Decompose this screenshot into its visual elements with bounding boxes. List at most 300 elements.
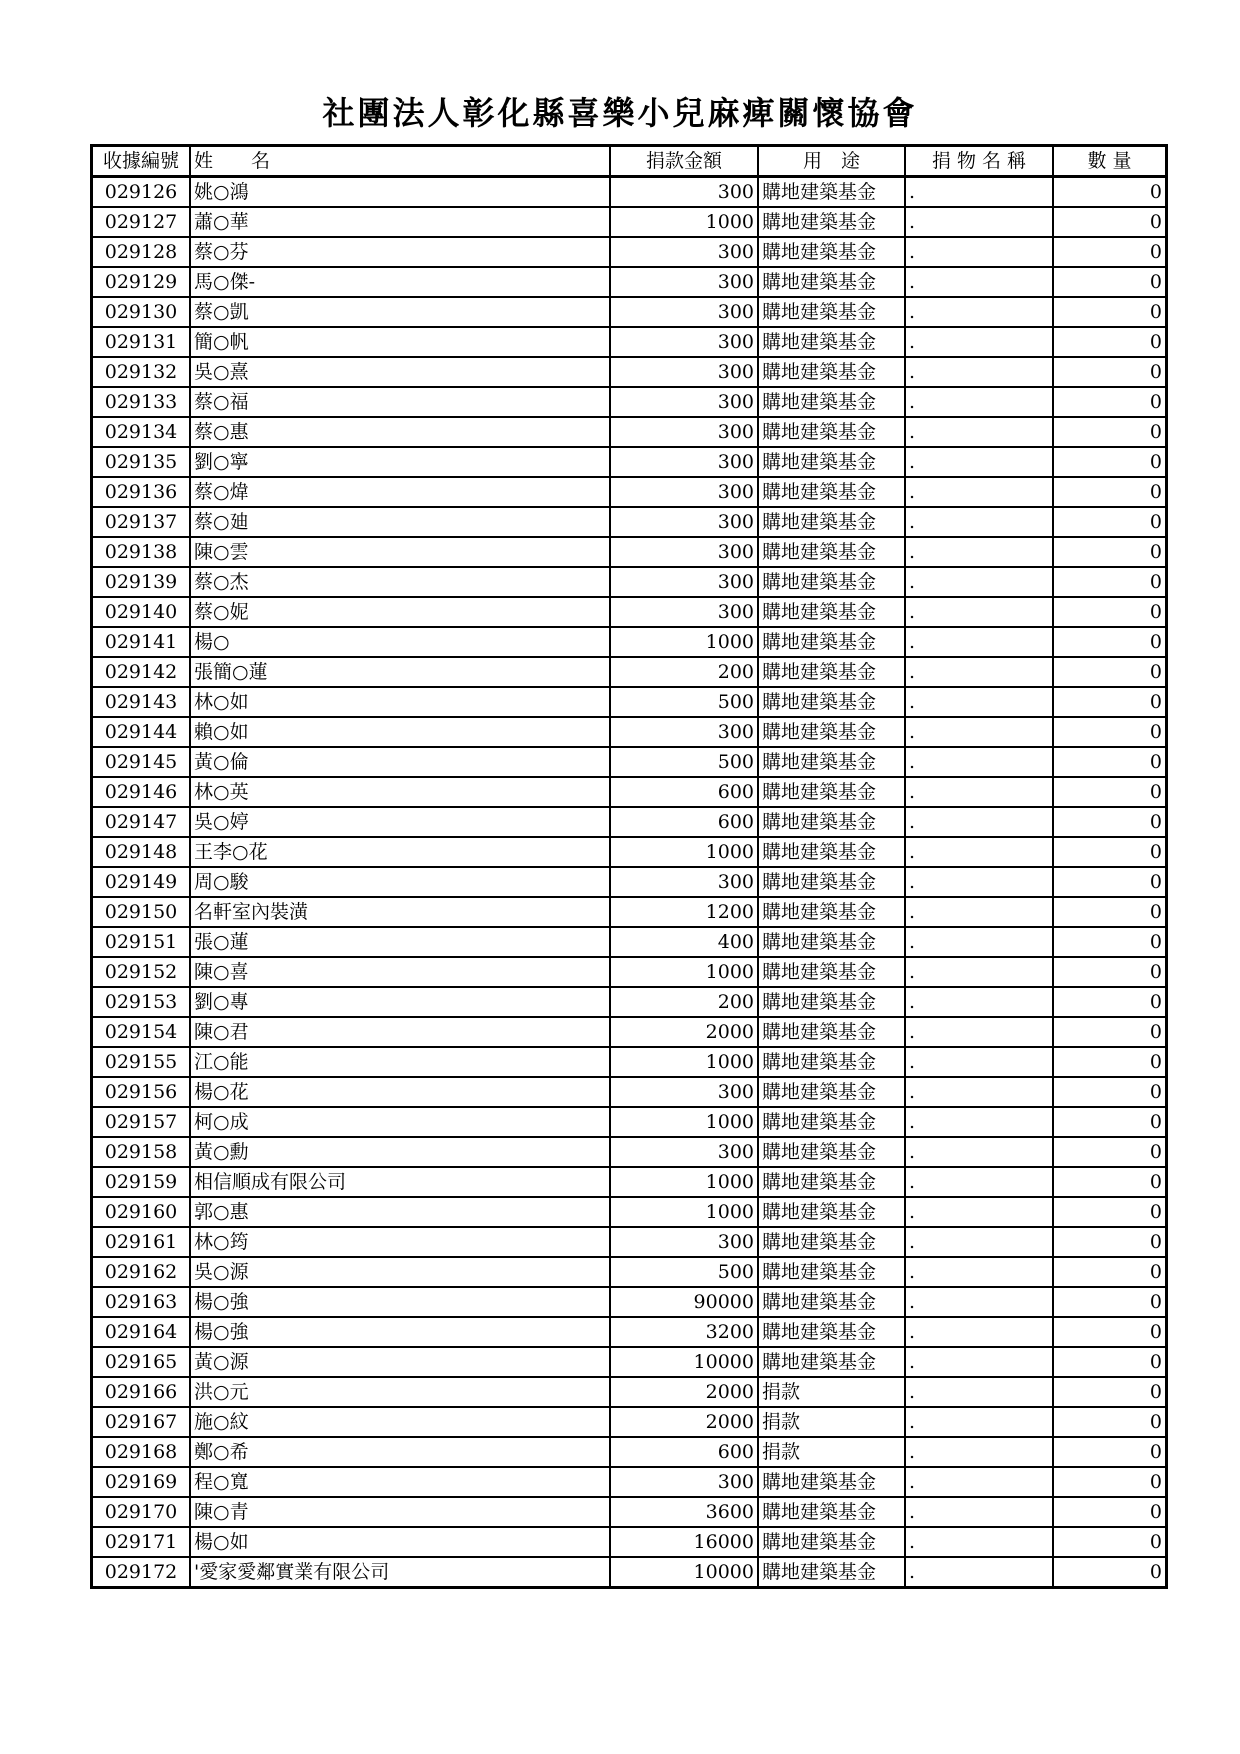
cell-purpose: 購地建築基金 bbox=[758, 1227, 905, 1257]
table-row bbox=[92, 1287, 1167, 1317]
cell-donor-name: 楊○強 bbox=[190, 1287, 610, 1317]
header-receipt-number: 收據編號 bbox=[92, 146, 191, 177]
cell-receipt-number: 029139 bbox=[92, 567, 191, 597]
cell-donor-name: 劉○專 bbox=[190, 987, 610, 1017]
donation-table bbox=[90, 144, 1168, 1589]
cell-receipt-number: 029140 bbox=[92, 597, 191, 627]
cell-receipt-number: 029167 bbox=[92, 1407, 191, 1437]
cell-item-name: . bbox=[905, 1257, 1053, 1287]
cell-donor-name: 楊○花 bbox=[190, 1077, 610, 1107]
table-row bbox=[92, 177, 1167, 208]
cell-donor-name: 蔡○廸 bbox=[190, 507, 610, 537]
cell-amount: 2000 bbox=[610, 1377, 758, 1407]
cell-donor-name: 黃○勳 bbox=[190, 1137, 610, 1167]
cell-donor-name: 相信順成有限公司 bbox=[190, 1167, 610, 1197]
table-row bbox=[92, 807, 1167, 837]
cell-item-name: . bbox=[905, 327, 1053, 357]
cell-purpose: 購地建築基金 bbox=[758, 657, 905, 687]
table-row bbox=[92, 627, 1167, 657]
cell-purpose: 購地建築基金 bbox=[758, 687, 905, 717]
cell-receipt-number: 029130 bbox=[92, 297, 191, 327]
table-row bbox=[92, 1107, 1167, 1137]
cell-quantity: 0 bbox=[1053, 327, 1167, 357]
cell-donor-name: 張○蓮 bbox=[190, 927, 610, 957]
header-item-name: 捐 物 名 稱 bbox=[905, 146, 1053, 177]
cell-quantity: 0 bbox=[1053, 1407, 1167, 1437]
cell-receipt-number: 029164 bbox=[92, 1317, 191, 1347]
cell-item-name: . bbox=[905, 1377, 1053, 1407]
cell-donor-name: 周○駿 bbox=[190, 867, 610, 897]
cell-quantity: 0 bbox=[1053, 867, 1167, 897]
cell-donor-name: 劉○寧 bbox=[190, 447, 610, 477]
table-row bbox=[92, 927, 1167, 957]
cell-purpose: 購地建築基金 bbox=[758, 267, 905, 297]
cell-quantity: 0 bbox=[1053, 357, 1167, 387]
cell-item-name: . bbox=[905, 807, 1053, 837]
cell-donor-name: 楊○如 bbox=[190, 1527, 610, 1557]
table-row bbox=[92, 897, 1167, 927]
cell-amount: 1000 bbox=[610, 627, 758, 657]
cell-amount: 300 bbox=[610, 567, 758, 597]
cell-donor-name: 王李○花 bbox=[190, 837, 610, 867]
cell-amount: 300 bbox=[610, 237, 758, 267]
cell-item-name: . bbox=[905, 537, 1053, 567]
cell-amount: 90000 bbox=[610, 1287, 758, 1317]
cell-receipt-number: 029144 bbox=[92, 717, 191, 747]
table-row bbox=[92, 657, 1167, 687]
cell-purpose: 購地建築基金 bbox=[758, 1557, 905, 1588]
cell-amount: 500 bbox=[610, 1257, 758, 1287]
table-row bbox=[92, 447, 1167, 477]
cell-quantity: 0 bbox=[1053, 747, 1167, 777]
table-row bbox=[92, 507, 1167, 537]
cell-item-name: . bbox=[905, 267, 1053, 297]
cell-amount: 600 bbox=[610, 1437, 758, 1467]
table-row bbox=[92, 1437, 1167, 1467]
cell-quantity: 0 bbox=[1053, 1437, 1167, 1467]
cell-purpose: 購地建築基金 bbox=[758, 1527, 905, 1557]
cell-item-name: . bbox=[905, 1197, 1053, 1227]
cell-receipt-number: 029160 bbox=[92, 1197, 191, 1227]
cell-receipt-number: 029143 bbox=[92, 687, 191, 717]
cell-receipt-number: 029149 bbox=[92, 867, 191, 897]
cell-quantity: 0 bbox=[1053, 1257, 1167, 1287]
cell-donor-name: 郭○惠 bbox=[190, 1197, 610, 1227]
cell-quantity: 0 bbox=[1053, 1377, 1167, 1407]
cell-purpose: 購地建築基金 bbox=[758, 417, 905, 447]
cell-donor-name: 林○英 bbox=[190, 777, 610, 807]
cell-item-name: . bbox=[905, 207, 1053, 237]
table-row bbox=[92, 267, 1167, 297]
table-row bbox=[92, 417, 1167, 447]
cell-receipt-number: 029159 bbox=[92, 1167, 191, 1197]
cell-quantity: 0 bbox=[1053, 627, 1167, 657]
cell-purpose: 購地建築基金 bbox=[758, 177, 905, 208]
cell-purpose: 購地建築基金 bbox=[758, 387, 905, 417]
cell-amount: 300 bbox=[610, 387, 758, 417]
cell-quantity: 0 bbox=[1053, 1347, 1167, 1377]
cell-quantity: 0 bbox=[1053, 657, 1167, 687]
cell-purpose: 購地建築基金 bbox=[758, 1077, 905, 1107]
table-row bbox=[92, 477, 1167, 507]
cell-item-name: . bbox=[905, 297, 1053, 327]
cell-donor-name: 吳○熹 bbox=[190, 357, 610, 387]
table-row bbox=[92, 1227, 1167, 1257]
cell-purpose: 購地建築基金 bbox=[758, 1257, 905, 1287]
cell-amount: 300 bbox=[610, 597, 758, 627]
cell-quantity: 0 bbox=[1053, 1137, 1167, 1167]
cell-amount: 300 bbox=[610, 417, 758, 447]
cell-purpose: 購地建築基金 bbox=[758, 1317, 905, 1347]
table-row bbox=[92, 357, 1167, 387]
cell-item-name: . bbox=[905, 507, 1053, 537]
cell-purpose: 購地建築基金 bbox=[758, 717, 905, 747]
cell-quantity: 0 bbox=[1053, 507, 1167, 537]
cell-donor-name: 林○如 bbox=[190, 687, 610, 717]
cell-item-name: . bbox=[905, 687, 1053, 717]
cell-amount: 1200 bbox=[610, 897, 758, 927]
cell-purpose: 購地建築基金 bbox=[758, 807, 905, 837]
cell-receipt-number: 029145 bbox=[92, 747, 191, 777]
cell-donor-name: 張簡○蓮 bbox=[190, 657, 610, 687]
cell-quantity: 0 bbox=[1053, 717, 1167, 747]
cell-quantity: 0 bbox=[1053, 267, 1167, 297]
cell-amount: 1000 bbox=[610, 837, 758, 867]
cell-donor-name: 施○紋 bbox=[190, 1407, 610, 1437]
cell-donor-name: 賴○如 bbox=[190, 717, 610, 747]
header-amount: 捐款金額 bbox=[610, 146, 758, 177]
table-row bbox=[92, 1197, 1167, 1227]
cell-quantity: 0 bbox=[1053, 207, 1167, 237]
cell-donor-name: 洪○元 bbox=[190, 1377, 610, 1407]
cell-donor-name: 蔡○芬 bbox=[190, 237, 610, 267]
table-row bbox=[92, 1017, 1167, 1047]
cell-receipt-number: 029157 bbox=[92, 1107, 191, 1137]
table-row bbox=[92, 297, 1167, 327]
cell-item-name: . bbox=[905, 1317, 1053, 1347]
cell-purpose: 捐款 bbox=[758, 1437, 905, 1467]
cell-quantity: 0 bbox=[1053, 1497, 1167, 1527]
cell-quantity: 0 bbox=[1053, 597, 1167, 627]
cell-donor-name: 鄭○希 bbox=[190, 1437, 610, 1467]
cell-quantity: 0 bbox=[1053, 537, 1167, 567]
cell-receipt-number: 029158 bbox=[92, 1137, 191, 1167]
cell-quantity: 0 bbox=[1053, 387, 1167, 417]
table-row bbox=[92, 717, 1167, 747]
cell-amount: 200 bbox=[610, 657, 758, 687]
cell-quantity: 0 bbox=[1053, 1047, 1167, 1077]
cell-donor-name: 簡○帆 bbox=[190, 327, 610, 357]
cell-amount: 300 bbox=[610, 1467, 758, 1497]
cell-receipt-number: 029142 bbox=[92, 657, 191, 687]
table-row bbox=[92, 957, 1167, 987]
cell-amount: 3200 bbox=[610, 1317, 758, 1347]
cell-item-name: . bbox=[905, 717, 1053, 747]
header-purpose: 用 途 bbox=[758, 146, 905, 177]
cell-amount: 300 bbox=[610, 267, 758, 297]
cell-purpose: 購地建築基金 bbox=[758, 1017, 905, 1047]
cell-item-name: . bbox=[905, 987, 1053, 1017]
cell-purpose: 購地建築基金 bbox=[758, 1197, 905, 1227]
cell-amount: 10000 bbox=[610, 1347, 758, 1377]
cell-item-name: . bbox=[905, 1227, 1053, 1257]
cell-quantity: 0 bbox=[1053, 897, 1167, 927]
cell-donor-name: 江○能 bbox=[190, 1047, 610, 1077]
cell-amount: 16000 bbox=[610, 1527, 758, 1557]
cell-item-name: . bbox=[905, 867, 1053, 897]
cell-quantity: 0 bbox=[1053, 1167, 1167, 1197]
cell-purpose: 購地建築基金 bbox=[758, 327, 905, 357]
cell-purpose: 購地建築基金 bbox=[758, 627, 905, 657]
cell-purpose: 購地建築基金 bbox=[758, 1047, 905, 1077]
cell-donor-name: 吳○婷 bbox=[190, 807, 610, 837]
cell-item-name: . bbox=[905, 1017, 1053, 1047]
cell-item-name: . bbox=[905, 237, 1053, 267]
cell-amount: 600 bbox=[610, 777, 758, 807]
cell-receipt-number: 029138 bbox=[92, 537, 191, 567]
table-row bbox=[92, 1347, 1167, 1377]
cell-item-name: . bbox=[905, 357, 1053, 387]
table-row bbox=[92, 867, 1167, 897]
table-row bbox=[92, 1137, 1167, 1167]
cell-receipt-number: 029141 bbox=[92, 627, 191, 657]
cell-amount: 3600 bbox=[610, 1497, 758, 1527]
cell-item-name: . bbox=[905, 477, 1053, 507]
cell-amount: 1000 bbox=[610, 1047, 758, 1077]
cell-purpose: 購地建築基金 bbox=[758, 777, 905, 807]
cell-quantity: 0 bbox=[1053, 1227, 1167, 1257]
cell-item-name: . bbox=[905, 597, 1053, 627]
cell-receipt-number: 029169 bbox=[92, 1467, 191, 1497]
cell-item-name: . bbox=[905, 1407, 1053, 1437]
cell-item-name: . bbox=[905, 1287, 1053, 1317]
cell-receipt-number: 029172 bbox=[92, 1557, 191, 1588]
cell-donor-name: 楊○ bbox=[190, 627, 610, 657]
cell-receipt-number: 029170 bbox=[92, 1497, 191, 1527]
cell-receipt-number: 029171 bbox=[92, 1527, 191, 1557]
cell-quantity: 0 bbox=[1053, 957, 1167, 987]
cell-receipt-number: 029168 bbox=[92, 1437, 191, 1467]
cell-quantity: 0 bbox=[1053, 1077, 1167, 1107]
table-row bbox=[92, 567, 1167, 597]
cell-donor-name: 林○筠 bbox=[190, 1227, 610, 1257]
cell-amount: 500 bbox=[610, 687, 758, 717]
cell-donor-name: 柯○成 bbox=[190, 1107, 610, 1137]
cell-purpose: 購地建築基金 bbox=[758, 567, 905, 597]
cell-purpose: 購地建築基金 bbox=[758, 927, 905, 957]
cell-receipt-number: 029128 bbox=[92, 237, 191, 267]
table-row bbox=[92, 1047, 1167, 1077]
table-row bbox=[92, 777, 1167, 807]
cell-amount: 300 bbox=[610, 327, 758, 357]
cell-purpose: 購地建築基金 bbox=[758, 237, 905, 267]
cell-quantity: 0 bbox=[1053, 1527, 1167, 1557]
cell-receipt-number: 029151 bbox=[92, 927, 191, 957]
cell-quantity: 0 bbox=[1053, 237, 1167, 267]
cell-purpose: 購地建築基金 bbox=[758, 897, 905, 927]
cell-amount: 1000 bbox=[610, 207, 758, 237]
cell-item-name: . bbox=[905, 177, 1053, 208]
table-row bbox=[92, 1167, 1167, 1197]
table-row bbox=[92, 1257, 1167, 1287]
cell-purpose: 購地建築基金 bbox=[758, 1287, 905, 1317]
cell-quantity: 0 bbox=[1053, 477, 1167, 507]
cell-amount: 300 bbox=[610, 1137, 758, 1167]
table-row bbox=[92, 327, 1167, 357]
cell-amount: 1000 bbox=[610, 1107, 758, 1137]
cell-quantity: 0 bbox=[1053, 1317, 1167, 1347]
cell-purpose: 購地建築基金 bbox=[758, 507, 905, 537]
table-row bbox=[92, 747, 1167, 777]
cell-receipt-number: 029150 bbox=[92, 897, 191, 927]
cell-receipt-number: 029137 bbox=[92, 507, 191, 537]
cell-amount: 200 bbox=[610, 987, 758, 1017]
cell-receipt-number: 029147 bbox=[92, 807, 191, 837]
table-row bbox=[92, 1317, 1167, 1347]
cell-amount: 300 bbox=[610, 447, 758, 477]
cell-item-name: . bbox=[905, 417, 1053, 447]
cell-quantity: 0 bbox=[1053, 1557, 1167, 1588]
cell-amount: 1000 bbox=[610, 1197, 758, 1227]
cell-purpose: 購地建築基金 bbox=[758, 297, 905, 327]
cell-purpose: 購地建築基金 bbox=[758, 747, 905, 777]
table-row bbox=[92, 207, 1167, 237]
table-row bbox=[92, 1077, 1167, 1107]
cell-item-name: . bbox=[905, 1437, 1053, 1467]
cell-donor-name: 蔡○惠 bbox=[190, 417, 610, 447]
cell-purpose: 購地建築基金 bbox=[758, 1467, 905, 1497]
cell-receipt-number: 029135 bbox=[92, 447, 191, 477]
cell-donor-name: 蔡○凱 bbox=[190, 297, 610, 327]
table-row bbox=[92, 1527, 1167, 1557]
table-row bbox=[92, 687, 1167, 717]
cell-receipt-number: 029153 bbox=[92, 987, 191, 1017]
cell-receipt-number: 029133 bbox=[92, 387, 191, 417]
cell-receipt-number: 029132 bbox=[92, 357, 191, 387]
cell-item-name: . bbox=[905, 777, 1053, 807]
cell-purpose: 購地建築基金 bbox=[758, 1167, 905, 1197]
table-row bbox=[92, 1377, 1167, 1407]
cell-receipt-number: 029131 bbox=[92, 327, 191, 357]
cell-quantity: 0 bbox=[1053, 1107, 1167, 1137]
cell-purpose: 購地建築基金 bbox=[758, 447, 905, 477]
cell-receipt-number: 029163 bbox=[92, 1287, 191, 1317]
cell-amount: 600 bbox=[610, 807, 758, 837]
cell-quantity: 0 bbox=[1053, 777, 1167, 807]
cell-donor-name: 陳○喜 bbox=[190, 957, 610, 987]
cell-quantity: 0 bbox=[1053, 297, 1167, 327]
cell-receipt-number: 029162 bbox=[92, 1257, 191, 1287]
cell-donor-name: 楊○強 bbox=[190, 1317, 610, 1347]
cell-quantity: 0 bbox=[1053, 567, 1167, 597]
cell-donor-name: 程○寬 bbox=[190, 1467, 610, 1497]
cell-quantity: 0 bbox=[1053, 687, 1167, 717]
cell-receipt-number: 029152 bbox=[92, 957, 191, 987]
cell-amount: 2000 bbox=[610, 1017, 758, 1047]
table-header-row bbox=[92, 146, 1167, 177]
cell-purpose: 捐款 bbox=[758, 1407, 905, 1437]
cell-quantity: 0 bbox=[1053, 927, 1167, 957]
cell-receipt-number: 029154 bbox=[92, 1017, 191, 1047]
cell-item-name: . bbox=[905, 1137, 1053, 1167]
cell-donor-name: 黃○源 bbox=[190, 1347, 610, 1377]
cell-donor-name: 蔡○煒 bbox=[190, 477, 610, 507]
cell-purpose: 購地建築基金 bbox=[758, 207, 905, 237]
cell-donor-name: 蔡○妮 bbox=[190, 597, 610, 627]
cell-quantity: 0 bbox=[1053, 837, 1167, 867]
cell-receipt-number: 029155 bbox=[92, 1047, 191, 1077]
cell-amount: 300 bbox=[610, 477, 758, 507]
cell-donor-name: 黃○倫 bbox=[190, 747, 610, 777]
cell-item-name: . bbox=[905, 1557, 1053, 1588]
cell-quantity: 0 bbox=[1053, 1287, 1167, 1317]
cell-purpose: 購地建築基金 bbox=[758, 357, 905, 387]
cell-quantity: 0 bbox=[1053, 1197, 1167, 1227]
cell-item-name: . bbox=[905, 1497, 1053, 1527]
table-row bbox=[92, 1497, 1167, 1527]
cell-item-name: . bbox=[905, 1467, 1053, 1497]
cell-item-name: . bbox=[905, 1347, 1053, 1377]
cell-purpose: 購地建築基金 bbox=[758, 597, 905, 627]
cell-donor-name: '愛家愛鄰實業有限公司 bbox=[190, 1557, 610, 1588]
cell-quantity: 0 bbox=[1053, 807, 1167, 837]
cell-amount: 300 bbox=[610, 507, 758, 537]
cell-item-name: . bbox=[905, 927, 1053, 957]
page-title: 社團法人彰化縣喜樂小兒麻痺關懷協會 bbox=[322, 94, 918, 132]
cell-amount: 1000 bbox=[610, 1167, 758, 1197]
cell-donor-name: 馬○傑- bbox=[190, 267, 610, 297]
cell-receipt-number: 029129 bbox=[92, 267, 191, 297]
cell-receipt-number: 029156 bbox=[92, 1077, 191, 1107]
cell-donor-name: 蕭○華 bbox=[190, 207, 610, 237]
cell-purpose: 購地建築基金 bbox=[758, 837, 905, 867]
cell-purpose: 購地建築基金 bbox=[758, 957, 905, 987]
cell-purpose: 捐款 bbox=[758, 1377, 905, 1407]
cell-donor-name: 蔡○福 bbox=[190, 387, 610, 417]
header-name: 姓 名 bbox=[190, 146, 610, 177]
table-body bbox=[92, 177, 1167, 1588]
header-quantity: 數 量 bbox=[1053, 146, 1167, 177]
cell-amount: 300 bbox=[610, 357, 758, 387]
cell-quantity: 0 bbox=[1053, 447, 1167, 477]
cell-amount: 300 bbox=[610, 297, 758, 327]
cell-item-name: . bbox=[905, 897, 1053, 927]
cell-purpose: 購地建築基金 bbox=[758, 477, 905, 507]
cell-purpose: 購地建築基金 bbox=[758, 1347, 905, 1377]
cell-quantity: 0 bbox=[1053, 1467, 1167, 1497]
cell-amount: 10000 bbox=[610, 1557, 758, 1588]
cell-purpose: 購地建築基金 bbox=[758, 1137, 905, 1167]
cell-donor-name: 姚○鴻 bbox=[190, 177, 610, 208]
cell-quantity: 0 bbox=[1053, 987, 1167, 1017]
table-row bbox=[92, 1407, 1167, 1437]
table-row bbox=[92, 237, 1167, 267]
cell-receipt-number: 029134 bbox=[92, 417, 191, 447]
cell-receipt-number: 029127 bbox=[92, 207, 191, 237]
cell-purpose: 購地建築基金 bbox=[758, 1497, 905, 1527]
cell-item-name: . bbox=[905, 1527, 1053, 1557]
cell-receipt-number: 029148 bbox=[92, 837, 191, 867]
cell-receipt-number: 029165 bbox=[92, 1347, 191, 1377]
cell-item-name: . bbox=[905, 957, 1053, 987]
cell-amount: 300 bbox=[610, 1077, 758, 1107]
table-row bbox=[92, 837, 1167, 867]
cell-amount: 400 bbox=[610, 927, 758, 957]
cell-receipt-number: 029166 bbox=[92, 1377, 191, 1407]
cell-amount: 1000 bbox=[610, 957, 758, 987]
cell-purpose: 購地建築基金 bbox=[758, 987, 905, 1017]
cell-purpose: 購地建築基金 bbox=[758, 537, 905, 567]
